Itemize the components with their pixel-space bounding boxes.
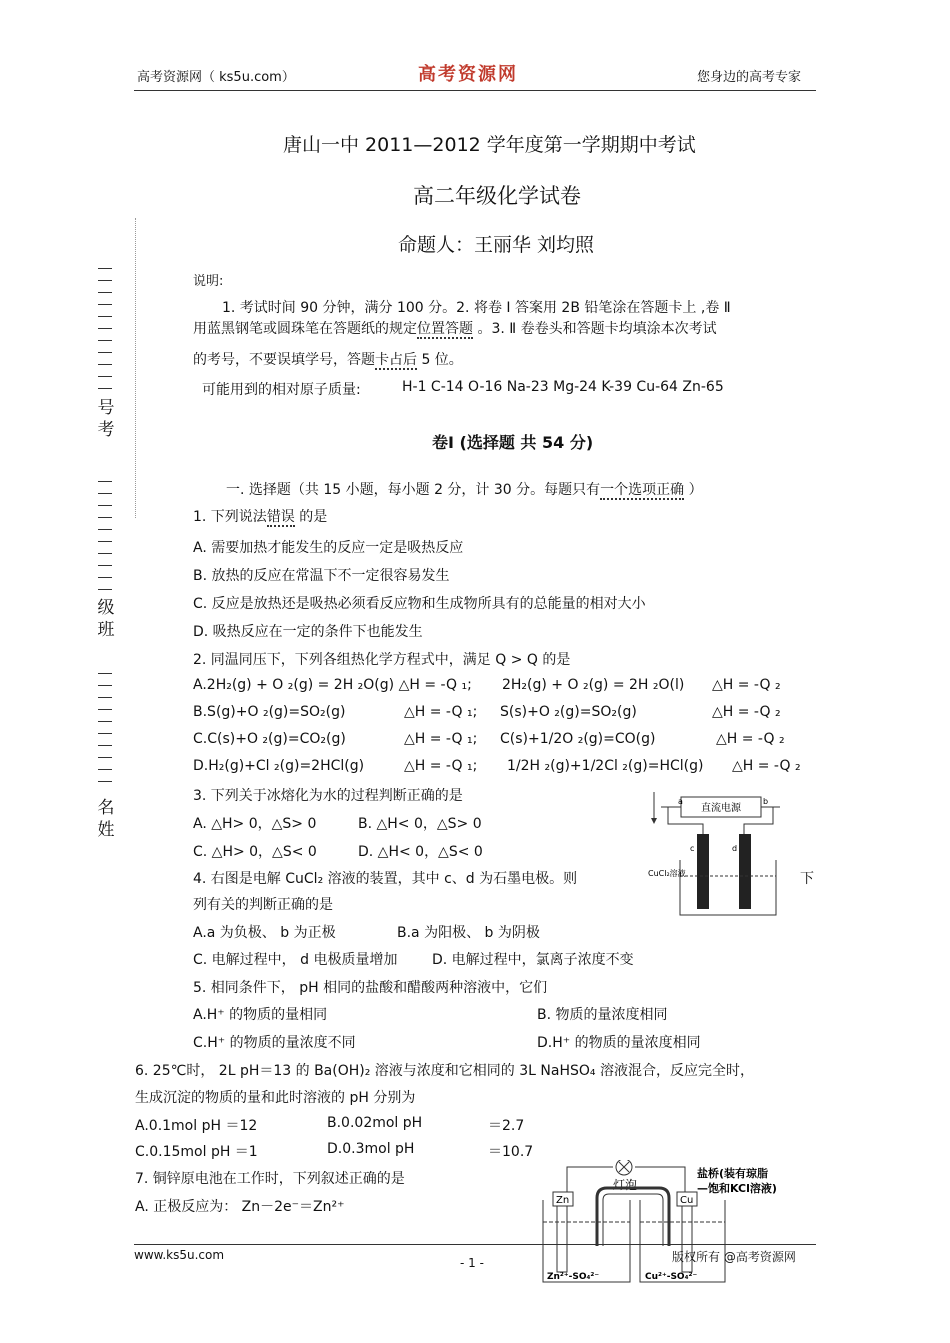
- atomic-mass-values: H-1 C-14 O-16 Na-23 Mg-24 K-39 Cu-64 Zn-65: [402, 379, 724, 395]
- q2-option-d-dh: △H = -Q ₁;: [404, 758, 478, 774]
- q7-option-a: A. 正极反应为： Zn－2e⁻＝Zn²⁺: [135, 1199, 345, 1215]
- q2-option-c-left: C.C(s)+O ₂(g)=CO₂(g): [193, 731, 346, 747]
- terminal-b: b: [763, 797, 769, 806]
- q2-option-a-right: △H = -Q ₂: [712, 677, 781, 693]
- section-intro: 一. 选择题（共 15 小题，每小题 2 分，计 30 分。每题只有一个选项正确 ）: [226, 482, 703, 498]
- q3-option-d: D. △H< 0，△S< 0: [358, 844, 483, 860]
- q4-stem-tail: 下: [800, 871, 814, 887]
- electrolysis-diagram: [648, 788, 796, 920]
- right-solution: Cu²⁺-SO₄²⁻: [645, 1272, 698, 1282]
- left-beaker: [543, 1200, 630, 1282]
- salt-bridge-label-2: —饱和KCl溶液): [697, 1182, 777, 1195]
- label-d: d: [732, 844, 738, 853]
- q3-stem: 3. 下列关于冰熔化为水的过程判断正确的是: [193, 788, 463, 804]
- q6-option-d: D.0.3mol pH: [327, 1141, 415, 1157]
- zn-label: Zn: [556, 1195, 570, 1206]
- q2-option-c-dh: △H = -Q ₁;: [404, 731, 478, 747]
- label-xingming: 名 姓: [97, 798, 115, 840]
- label-banji: 级 班: [97, 598, 115, 640]
- q3-option-b: B. △H< 0，△S> 0: [358, 816, 482, 832]
- header-right: 您身边的高考专家: [697, 70, 802, 85]
- q5-option-a: A.H⁺ 的物质的量相同: [193, 1007, 328, 1023]
- q7-stem: 7. 铜锌原电池在工作时，下列叙述正确的是: [135, 1171, 405, 1187]
- q2-option-b-left: B.S(g)+O ₂(g)=SO₂(g): [193, 704, 346, 720]
- footer-left: www.ks5u.com: [134, 1248, 225, 1262]
- galvanic-cell-diagram: [535, 1160, 825, 1285]
- label-c: c: [690, 844, 695, 853]
- label-kaohao: 号 考: [97, 398, 115, 440]
- q2-stem: 2. 同温同压下，下列各组热化学方程式中，满足 Q > Q 的是: [193, 652, 571, 668]
- q2-option-b-dh: △H = -Q ₁;: [404, 704, 478, 720]
- q5-option-c: C.H⁺ 的物质的量浓度不同: [193, 1035, 356, 1051]
- page-number: - 1 -: [460, 1256, 484, 1270]
- q2-option-b-right: △H = -Q ₂: [712, 704, 781, 720]
- instructions-line2: 用蓝黑钢笔或圆珠笔在答题纸的规定位置答题 。3. Ⅱ 卷卷头和答题卡均填涂本次考试: [193, 321, 717, 337]
- q6-option-a: A.0.1mol pH ＝12: [135, 1118, 258, 1134]
- header-left: 高考资源网（ ks5u.com）: [137, 70, 295, 85]
- q2-option-c-mid: C(s)+1/2O ₂(g)=CO(g): [500, 731, 656, 747]
- q1-option-a: A. 需要加热才能发生的反应一定是吸热反应: [193, 540, 464, 556]
- q5-option-b: B. 物质的量浓度相同: [537, 1007, 668, 1023]
- q2-option-a-left: A.2H₂(g) + O ₂(g) = 2H ₂O(g) △H = -Q ₁;: [193, 677, 472, 693]
- q4-stem: 4. 右图是电解 CuCl₂ 溶液的装置，其中 c、d 为石墨电极。则: [193, 871, 578, 887]
- atomic-mass-label: 可能用到的相对原子质量:: [202, 382, 361, 398]
- beaker: [680, 860, 776, 915]
- solution-label: CuCl₂溶液: [648, 869, 686, 878]
- q4-stem-cont: 列有关的判断正确的是: [193, 897, 333, 913]
- q6-option-b: B.0.02mol pH: [327, 1115, 423, 1131]
- q3-option-a: A. △H> 0，△S> 0: [193, 816, 317, 832]
- q4-option-d: D. 电解过程中，氯离子浓度不变: [432, 952, 634, 968]
- q3-option-c: C. △H> 0，△S< 0: [193, 844, 317, 860]
- q4-option-b: B.a 为阳极、 b 为阴极: [397, 925, 540, 941]
- instructions-line1: 1. 考试时间 90 分钟，满分 100 分。2. 将卷 Ⅰ 答案用 2B 铅笔涂在答题卡上 ,卷 Ⅱ: [222, 300, 731, 316]
- q1-stem: 1. 下列说法错误 的是: [193, 509, 328, 525]
- instructions-heading: 说明:: [193, 274, 224, 289]
- q1-option-c: C. 反应是放热还是吸热必须看反应物和生成物所具有的总能量的相对大小: [193, 596, 646, 612]
- q2-option-b-mid: S(s)+O ₂(g)=SO₂(g): [500, 704, 637, 720]
- left-solution: Zn²⁺-SO₄²⁻: [547, 1272, 600, 1282]
- q2-option-a-mid: 2H₂(g) + O ₂(g) = 2H ₂O(l): [502, 677, 685, 693]
- q2-option-d-left: D.H₂(g)+Cl ₂(g)=2HCl(g): [193, 758, 365, 774]
- q6-stem: 6. 25℃时， 2L pH＝13 的 Ba(OH)₂ 溶液与浓度和它相同的 3L NaHSO₄ 溶液混合，反应完全时，: [135, 1063, 754, 1079]
- q2-option-d-right: △H = -Q ₂: [732, 758, 801, 774]
- paper-title: 高二年级化学试卷: [413, 184, 581, 208]
- exam-title: 唐山一中 2011—2012 学年度第一学期期中考试: [283, 134, 696, 156]
- instructions-line3: 的考号，不要误填学号，答题卡占后 5 位。: [193, 352, 463, 368]
- banji-blank: [98, 481, 112, 601]
- electrode-c: [697, 834, 709, 909]
- q6-stem-cont: 生成沉淀的物质的量和此时溶液的 pH 分别为: [135, 1090, 416, 1106]
- authors: 命题人：王丽华 刘均照: [398, 234, 595, 256]
- salt-bridge-label-1: 盐桥(装有琼脂: [697, 1167, 769, 1180]
- footer-divider: [134, 1244, 816, 1245]
- q6-option-b-value: ＝2.7: [488, 1118, 525, 1134]
- section-title: 卷Ⅰ (选择题 共 54 分): [432, 433, 594, 452]
- footer-right: 版权所有 @高考资源网: [672, 1250, 796, 1264]
- q6-option-d-value: ＝10.7: [488, 1144, 534, 1160]
- q4-option-c: C. 电解过程中， d 电极质量增加: [193, 952, 398, 968]
- q4-option-a: A.a 为负极、 b 为正极: [193, 925, 336, 941]
- kaohao-blank: [98, 268, 112, 400]
- q6-option-c: C.0.15mol pH ＝1: [135, 1144, 258, 1160]
- xingming-blank: [98, 673, 112, 793]
- bulb-label: 灯泡: [613, 1178, 638, 1192]
- electrode-d: [739, 834, 751, 909]
- q5-option-d: D.H⁺ 的物质的量浓度相同: [537, 1035, 701, 1051]
- q1-option-b: B. 放热的反应在常温下不一定很容易发生: [193, 568, 450, 584]
- salt-bridge: [597, 1188, 669, 1246]
- q5-stem: 5. 相同条件下， pH 相同的盐酸和醋酸两种溶液中，它们: [193, 980, 548, 996]
- power-label: 直流电源: [701, 803, 741, 814]
- cu-label: Cu: [680, 1195, 694, 1206]
- binding-line: [135, 218, 136, 518]
- header-divider: [134, 90, 816, 91]
- q1-option-d: D. 吸热反应在一定的条件下也能发生: [193, 624, 423, 640]
- terminal-a: a: [678, 797, 683, 806]
- q2-option-c-right: △H = -Q ₂: [716, 731, 785, 747]
- site-logo: 高考资源网: [418, 64, 518, 85]
- zn-electrode: [557, 1206, 567, 1272]
- q2-option-d-mid: 1/2H ₂(g)+1/2Cl ₂(g)=HCl(g): [507, 758, 704, 774]
